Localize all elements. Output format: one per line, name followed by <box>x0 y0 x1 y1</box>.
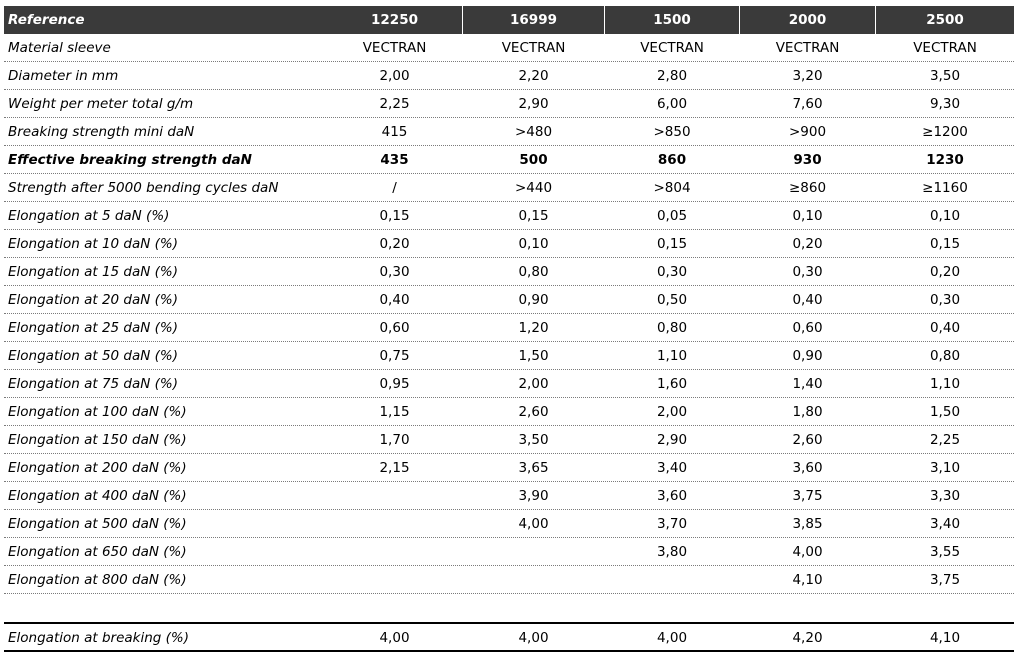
cell-value: 3,50 <box>518 432 549 448</box>
cell-value: >850 <box>653 124 691 140</box>
cell-value: 3,40 <box>929 516 961 532</box>
cell-value <box>327 510 462 538</box>
table-row <box>4 146 1014 174</box>
cell-value: 1,50 <box>929 404 961 420</box>
cell-value: 0,40 <box>929 320 961 336</box>
cell-value: 2,80 <box>656 68 688 84</box>
cell-value: >900 <box>788 124 827 140</box>
cell-value: 0,75 <box>379 348 410 364</box>
cell-value: 0,40 <box>792 292 823 308</box>
header-divider <box>739 6 740 34</box>
cell-value: ≥860 <box>788 180 827 196</box>
cell-value: 0,30 <box>929 292 961 308</box>
cell-value: 0,60 <box>379 320 410 336</box>
table-row <box>4 342 1014 370</box>
row-label: Elongation at breaking (%) <box>8 630 189 646</box>
cell-value: 500 <box>519 152 548 168</box>
table-row <box>4 258 1014 286</box>
cell-value: ≥1200 <box>922 124 968 140</box>
cell-value: VECTRAN <box>775 40 840 56</box>
table-body <box>4 34 1014 594</box>
cell-value: VECTRAN <box>640 40 704 56</box>
header-col-5: 2500 <box>926 12 964 28</box>
table-row <box>4 398 1014 426</box>
cell-value <box>327 538 462 566</box>
cell-value: 1,80 <box>792 404 823 420</box>
cell-value: 4,10 <box>929 630 961 646</box>
cell-value: 0,30 <box>656 264 688 280</box>
cell-value <box>327 566 462 594</box>
cell-value: 0,95 <box>379 376 410 392</box>
cell-value: 1,20 <box>518 320 549 336</box>
cell-value: 1,10 <box>929 376 961 392</box>
row-label: Weight per meter total g/m <box>8 96 194 112</box>
row-label: Elongation at 800 daN (%) <box>8 572 187 588</box>
row-label: Elongation at 100 daN (%) <box>8 404 187 420</box>
cell-value: 3,65 <box>518 460 549 476</box>
row-label: Elongation at 400 daN (%) <box>8 488 187 504</box>
row-label: Elongation at 20 daN (%) <box>8 292 179 308</box>
cell-value: 0,60 <box>792 320 823 336</box>
cell-value: 3,75 <box>792 488 823 504</box>
cell-value: 0,15 <box>379 208 410 224</box>
cell-value: 1,10 <box>656 348 688 364</box>
table-header-row <box>4 6 1014 34</box>
cell-value: VECTRAN <box>501 40 566 56</box>
cell-value: 4,10 <box>792 572 823 588</box>
cell-value: 2,20 <box>518 68 549 84</box>
cell-value: 0,30 <box>379 264 410 280</box>
cell-value: 2,25 <box>379 96 410 112</box>
table-row <box>4 90 1014 118</box>
cell-value: 4,00 <box>792 544 823 560</box>
cell-value: 0,15 <box>929 236 961 252</box>
cell-value: 2,60 <box>792 432 823 448</box>
table-row <box>4 118 1014 146</box>
cell-value: 2,90 <box>518 96 549 112</box>
cell-value: 2,15 <box>379 460 410 476</box>
row-label: Effective breaking strength daN <box>8 152 252 168</box>
cell-value: 4,20 <box>792 630 823 646</box>
cell-value: 0,10 <box>792 208 823 224</box>
table-footer-row <box>4 622 1014 652</box>
cell-value: ≥1160 <box>922 180 968 196</box>
header-col-4: 2000 <box>788 12 827 28</box>
cell-value: 3,20 <box>792 68 823 84</box>
row-label: Elongation at 75 daN (%) <box>8 376 179 392</box>
cell-value: 0,30 <box>792 264 823 280</box>
cell-value: 0,10 <box>518 236 549 252</box>
cell-value: 4,00 <box>656 630 688 646</box>
cell-value: 1,15 <box>379 404 410 420</box>
cell-value: 2,00 <box>518 376 549 392</box>
table-row <box>4 538 1014 566</box>
cell-value: 0,90 <box>792 348 823 364</box>
cell-value: 3,60 <box>656 488 688 504</box>
cell-value: 0,80 <box>656 320 688 336</box>
header-col-1: 12250 <box>371 12 418 28</box>
cell-value: 0,10 <box>929 208 961 224</box>
cell-value: 0,90 <box>518 292 549 308</box>
cell-value: 3,55 <box>929 544 961 560</box>
cell-value: 0,15 <box>656 236 688 252</box>
cell-value: 6,00 <box>656 96 688 112</box>
table-row <box>4 370 1014 398</box>
cell-value: 0,80 <box>929 348 961 364</box>
cell-value: 2,60 <box>518 404 549 420</box>
cell-value: 0,20 <box>379 236 410 252</box>
cell-value: 3,85 <box>792 516 823 532</box>
cell-value: >480 <box>514 124 553 140</box>
cell-value: 1,40 <box>792 376 823 392</box>
table-row <box>4 482 1014 510</box>
table-row <box>4 510 1014 538</box>
cell-value: 3,10 <box>929 460 961 476</box>
cell-value: 0,15 <box>518 208 549 224</box>
row-label: Breaking strength mini daN <box>8 124 195 140</box>
cell-value: / <box>392 180 397 196</box>
cell-value: 3,70 <box>656 516 688 532</box>
cell-value: 435 <box>380 152 409 168</box>
cell-value <box>605 566 739 594</box>
row-label: Elongation at 5 daN (%) <box>8 208 170 224</box>
cell-value: 0,20 <box>929 264 961 280</box>
table-row <box>4 230 1014 258</box>
row-label: Elongation at 650 daN (%) <box>8 544 187 560</box>
row-label: Material sleeve <box>8 40 111 56</box>
row-label: Elongation at 10 daN (%) <box>8 236 179 252</box>
table-row <box>4 566 1014 594</box>
cell-value: 415 <box>381 124 408 140</box>
header-reference-label: Reference <box>8 12 85 28</box>
cell-value: 3,50 <box>929 68 961 84</box>
table-row <box>4 454 1014 482</box>
cell-value: 4,00 <box>379 630 410 646</box>
cell-value: >804 <box>653 180 691 196</box>
header-divider <box>604 6 605 34</box>
header-col-2: 16999 <box>510 12 557 28</box>
cell-value: 0,20 <box>792 236 823 252</box>
cell-value: 0,50 <box>656 292 688 308</box>
row-label: Diameter in mm <box>8 68 119 84</box>
table-row <box>4 62 1014 90</box>
cell-value: 1,70 <box>379 432 410 448</box>
table-row <box>4 202 1014 230</box>
cell-value: VECTRAN <box>913 40 977 56</box>
header-col-3: 1500 <box>653 12 691 28</box>
cell-value: 2,00 <box>656 404 688 420</box>
cell-value: 3,60 <box>792 460 823 476</box>
cell-value: 3,40 <box>656 460 688 476</box>
cell-value: 7,60 <box>792 96 823 112</box>
cell-value: 9,30 <box>929 96 961 112</box>
table-row <box>4 426 1014 454</box>
row-label: Elongation at 500 daN (%) <box>8 516 187 532</box>
cell-value <box>327 482 462 510</box>
cell-value: 930 <box>793 152 822 168</box>
cell-value: 3,90 <box>518 488 549 504</box>
header-divider <box>462 6 463 34</box>
cell-value: 2,90 <box>656 432 688 448</box>
cell-value: 3,80 <box>656 544 688 560</box>
cell-value: 0,40 <box>379 292 410 308</box>
cell-value <box>463 538 604 566</box>
cell-value: >440 <box>514 180 553 196</box>
table-spacer <box>4 594 1014 622</box>
cell-value: 4,00 <box>518 516 549 532</box>
row-label: Elongation at 50 daN (%) <box>8 348 179 364</box>
cell-value: 0,80 <box>518 264 549 280</box>
cell-value: 1,50 <box>518 348 549 364</box>
row-label: Elongation at 150 daN (%) <box>8 432 187 448</box>
cell-value: VECTRAN <box>362 40 427 56</box>
row-label: Strength after 5000 bending cycles daN <box>8 180 279 196</box>
table-row <box>4 174 1014 202</box>
cell-value: 1230 <box>926 152 964 168</box>
cell-value: 3,75 <box>929 572 961 588</box>
row-label: Elongation at 15 daN (%) <box>8 264 179 280</box>
cell-value: 1,60 <box>656 376 688 392</box>
spec-table <box>4 6 1014 652</box>
cell-value: 2,25 <box>929 432 961 448</box>
cell-value: 0,05 <box>656 208 688 224</box>
table-row <box>4 314 1014 342</box>
row-label: Elongation at 200 daN (%) <box>8 460 187 476</box>
table-row <box>4 34 1014 62</box>
cell-value: 4,00 <box>518 630 549 646</box>
cell-value <box>463 566 604 594</box>
row-label: Elongation at 25 daN (%) <box>8 320 179 336</box>
cell-value: 860 <box>657 152 687 168</box>
cell-value: 2,00 <box>379 68 410 84</box>
cell-value: 3,30 <box>929 488 961 504</box>
table-row <box>4 286 1014 314</box>
header-divider <box>875 6 876 34</box>
